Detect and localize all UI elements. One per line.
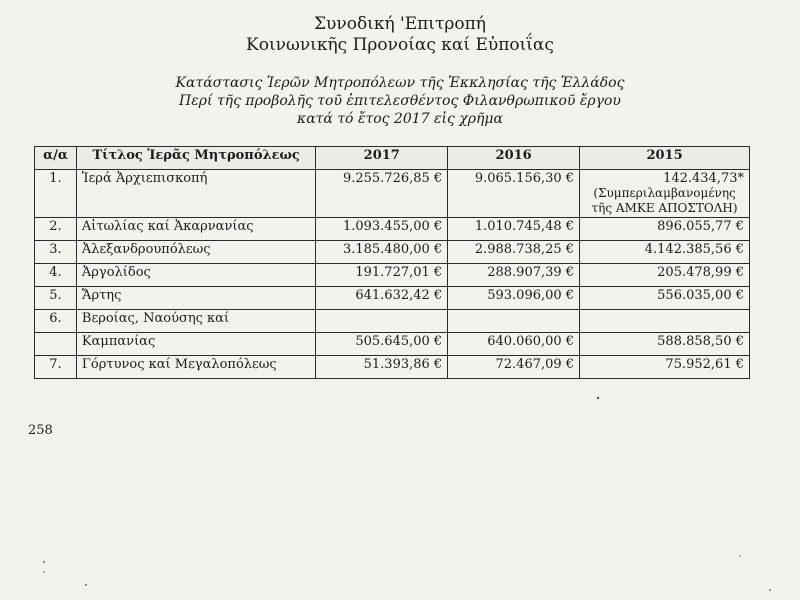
table-row	[35, 356, 750, 379]
row-2015-cell	[580, 170, 750, 218]
title-line-2: Κοινωνικῆς Προνοίας καί Εὐποιΐας	[246, 35, 554, 55]
row-index: 5.	[35, 287, 77, 310]
row-name: Αἰτωλίας καί Ἀκαρνανίας	[76, 218, 315, 241]
document-title	[0, 14, 800, 56]
document-subtitle	[0, 74, 800, 128]
header-2017: 2017	[316, 147, 448, 170]
row-name: Γόρτυνος καί Μεγαλοπόλεως	[76, 356, 315, 379]
row-name: Ἱερά Ἀρχιεπισκοπή	[76, 170, 315, 218]
row-2016: 1.010.745,48 €	[448, 218, 580, 241]
row-2016: 593.096,00 €	[448, 287, 580, 310]
row-index: 6.	[35, 310, 77, 333]
header-2015: 2015	[580, 147, 750, 170]
row-2015: 4.142.385,56 €	[580, 241, 750, 264]
row-2015: 556.035,00 €	[580, 287, 750, 310]
table-row	[35, 264, 750, 287]
subtitle-line-2: Περί τῆς προβολῆς τοῦ ἐπιτελεσθέντος Φιλανθρωπικοῦ ἔργου	[179, 93, 621, 109]
row-index: 4.	[35, 264, 77, 287]
table-row	[35, 310, 750, 333]
row-2015: 142.434,73*	[663, 171, 744, 186]
row-2015: 205.478,99 €	[580, 264, 750, 287]
row-name: Βεροίας, Ναούσης καί	[76, 310, 315, 333]
header-index: α/α	[35, 147, 77, 170]
table-row	[35, 241, 750, 264]
page-number: 258	[28, 423, 53, 438]
row-2017: 51.393,86 €	[316, 356, 448, 379]
header-title: Τίτλος Ἱερᾶς Μητροπόλεως	[76, 147, 315, 170]
row-2017: 1.093.455,00 €	[316, 218, 448, 241]
row-2016	[448, 310, 580, 333]
row-index: 1.	[35, 170, 77, 218]
row-name: Ἀργολίδος	[76, 264, 315, 287]
scan-speck	[85, 584, 87, 586]
header-2016: 2016	[448, 147, 580, 170]
scan-speck	[739, 555, 741, 557]
row-2016: 9.065.156,30 €	[448, 170, 580, 218]
row-name: Καμπανίας	[76, 333, 315, 356]
row-2017: 191.727,01 €	[316, 264, 448, 287]
row-index: 3.	[35, 241, 77, 264]
row-name: Ἄρτης	[76, 287, 315, 310]
row-index: 7.	[35, 356, 77, 379]
table-row	[35, 218, 750, 241]
subtitle-line-1: Κατάστασις Ἱερῶν Μητροπόλεων τῆς Ἐκκλησίας τῆς Ἑλλάδος	[175, 75, 625, 91]
title-line-1: Συνοδική 'Επιτροπή	[314, 14, 486, 34]
row-2017: 9.255.726,85 €	[316, 170, 448, 218]
scan-speck	[43, 561, 45, 563]
table-header-row	[35, 147, 750, 170]
subtitle-line-3: κατά τό ἔτος 2017 εἰς χρῆμα	[297, 111, 503, 127]
row-2016: 72.467,09 €	[448, 356, 580, 379]
row-2016: 2.988.738,25 €	[448, 241, 580, 264]
row-2015	[580, 310, 750, 333]
table-row	[35, 170, 750, 218]
row-2015: 75.952,61 €	[580, 356, 750, 379]
row-2017: 3.185.480,00 €	[316, 241, 448, 264]
row-2017	[316, 310, 448, 333]
row-2015: 588.858,50 €	[580, 333, 750, 356]
row-2017: 641.632,42 €	[316, 287, 448, 310]
scan-speck	[43, 571, 45, 573]
scan-speck	[769, 589, 771, 591]
data-table	[34, 146, 750, 379]
row-2016: 288.907,39 €	[448, 264, 580, 287]
row-2015: 896.055,77 €	[580, 218, 750, 241]
table-row	[35, 287, 750, 310]
row-2017: 505.645,00 €	[316, 333, 448, 356]
row-index	[35, 333, 77, 356]
row-index: 2.	[35, 218, 77, 241]
scan-speck	[597, 397, 599, 399]
row-2015-note: (Συμπεριλαμβανομένης τῆς ΑΜΚΕ ΑΠΟΣΤΟΛΗ)	[591, 186, 738, 215]
table-row	[35, 333, 750, 356]
row-name: Ἀλεξανδρουπόλεως	[76, 241, 315, 264]
row-2016: 640.060,00 €	[448, 333, 580, 356]
